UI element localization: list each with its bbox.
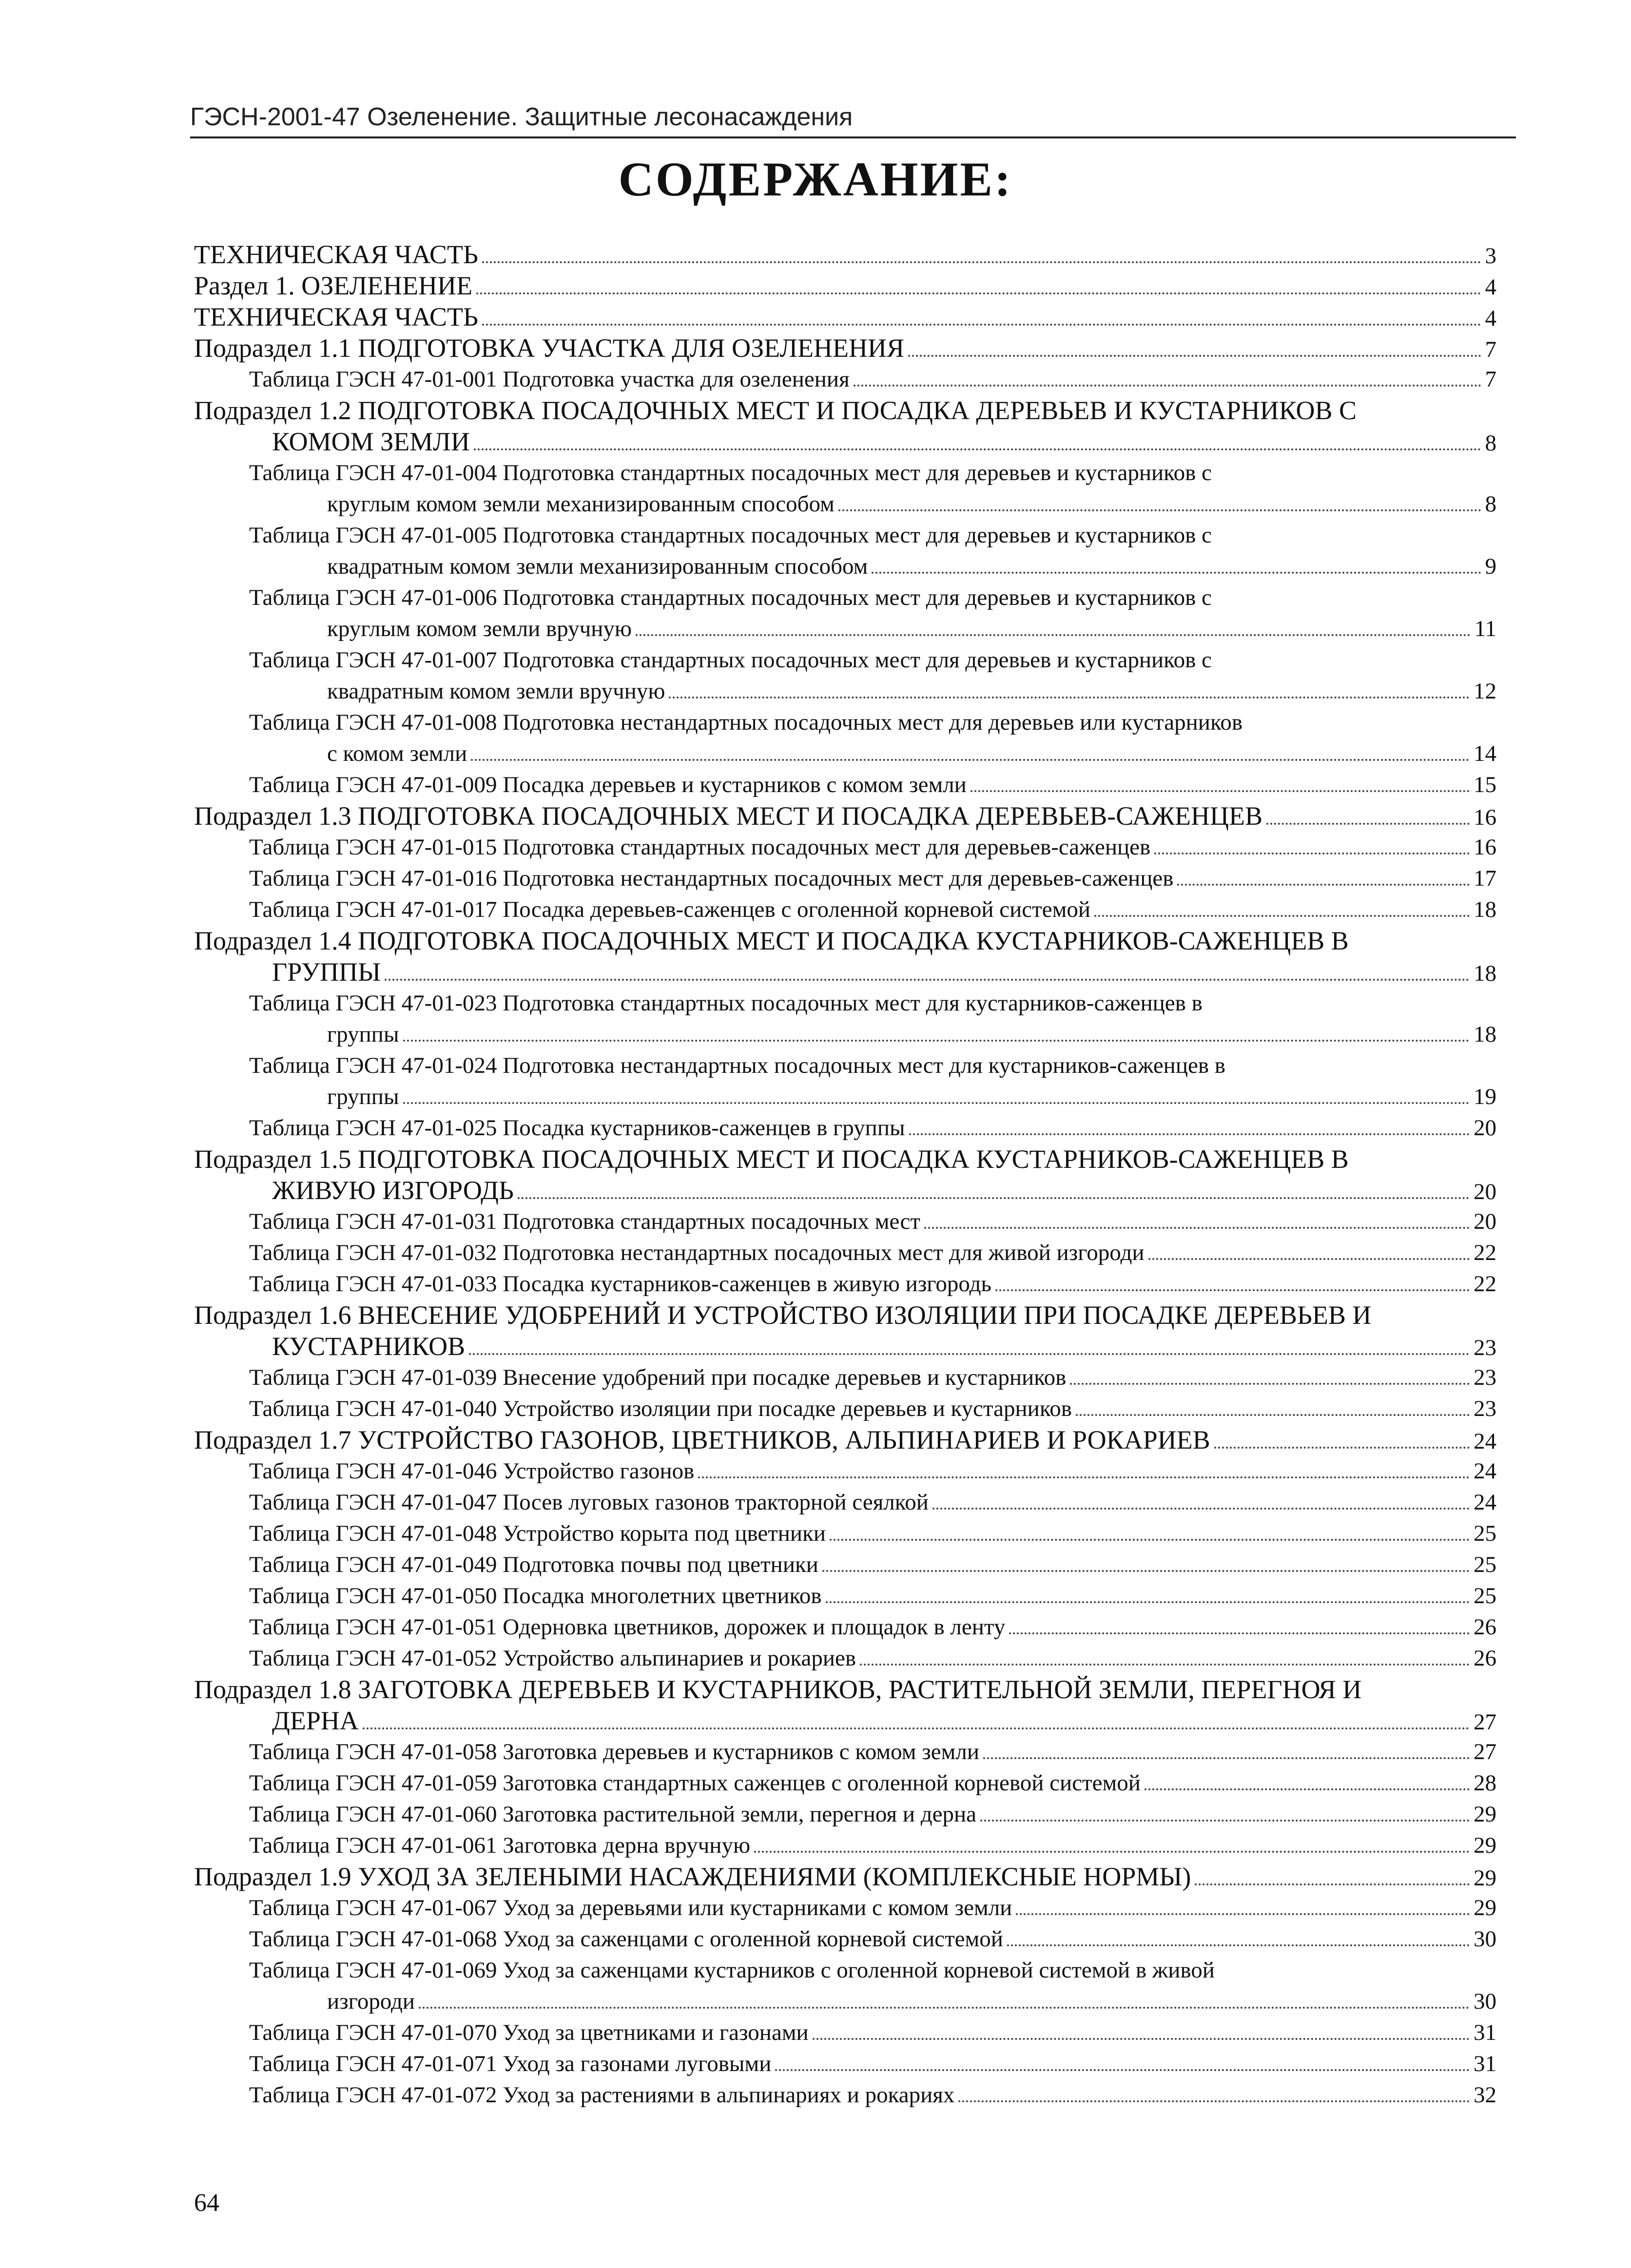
- toc-entry-page: 22: [1474, 1271, 1496, 1297]
- toc-entry-page: 20: [1474, 1179, 1496, 1204]
- dot-leader: [403, 1102, 1470, 1104]
- toc-entry-title: Подраздел 1.9 УХОД ЗА ЗЕЛЕНЫМИ НАСАЖДЕНИЯМИ (КОМПЛЕКСНЫЕ НОРМЫ): [194, 1862, 1191, 1891]
- running-header-text: ГЭСН-2001-47 Озеленение. Защитные лесонасаждения: [190, 103, 853, 131]
- toc-entry[interactable]: [194, 520, 1496, 582]
- toc-entry-title: Таблица ГЭСН 47-01-033 Посадка кустарников-саженцев в живую изгородь: [249, 1271, 991, 1297]
- toc-entry-title-line1: Подраздел 1.2 ПОДГОТОВКА ПОСАДОЧНЫХ МЕСТ И ПОСАДКА ДЕРЕВЬЕВ И КУСТАРНИКОВ С: [194, 396, 1357, 425]
- toc-entry-page: 29: [1474, 1865, 1496, 1891]
- toc-entry-title: Таблица ГЭСН 47-01-059 Заготовка стандартных саженцев с оголенной корневой системой: [249, 1770, 1141, 1796]
- toc-entry[interactable]: [194, 707, 1496, 769]
- toc-entry-title: Таблица ГЭСН 47-01-031 Подготовка стандартных посадочных мест: [249, 1209, 920, 1234]
- toc-entry-title: Раздел 1. ОЗЕЛЕНЕНИЕ: [194, 271, 473, 300]
- toc-entry-page: 23: [1474, 1365, 1496, 1390]
- toc-entry[interactable]: [194, 1393, 1496, 1424]
- toc-entry-page: 24: [1474, 1429, 1496, 1454]
- dot-leader: [830, 1539, 1470, 1541]
- toc-entry-title: Таблица ГЭСН 47-01-047 Посев луговых газонов тракторной сеялкой: [249, 1490, 929, 1515]
- toc-entry-title: ТЕХНИЧЕСКАЯ ЧАСТЬ: [194, 302, 479, 331]
- toc-entry-title: Таблица ГЭСН 47-01-048 Устройство корыта под цветники: [249, 1521, 826, 1546]
- toc-entry[interactable]: [194, 1424, 1496, 1455]
- dot-leader: [813, 2038, 1470, 2040]
- toc-entry[interactable]: [194, 1892, 1496, 1923]
- toc-entry[interactable]: [194, 2079, 1496, 2111]
- dot-leader: [698, 1476, 1470, 1478]
- toc-entry[interactable]: [194, 1580, 1496, 1611]
- toc-entry[interactable]: [194, 832, 1496, 863]
- toc-entry-title-line2: изгороди: [327, 1989, 415, 2014]
- toc-entry-title-line2: группы: [327, 1022, 399, 1047]
- toc-entry[interactable]: [194, 332, 1496, 364]
- toc-entry-page: 31: [1474, 2020, 1496, 2045]
- toc-entry-title: Таблица ГЭСН 47-01-050 Посадка многолетних цветников: [249, 1583, 822, 1609]
- toc-entry[interactable]: [194, 1643, 1496, 1674]
- dot-leader: [995, 1289, 1470, 1291]
- toc-entry-title-line2: ЖИВУЮ ИЗГОРОДЬ: [272, 1176, 514, 1205]
- dot-leader: [924, 1227, 1470, 1229]
- dot-leader: [822, 1570, 1470, 1572]
- toc-entry-title: Таблица ГЭСН 47-01-032 Подготовка нестандартных посадочных мест для живой изгороди: [249, 1240, 1145, 1265]
- page-number: 64: [194, 2189, 219, 2217]
- toc-entry-page: 4: [1485, 274, 1496, 300]
- toc-entry-title-line1: Таблица ГЭСН 47-01-008 Подготовка нестандартных посадочных мест для деревьев или кустарников: [249, 710, 1243, 735]
- dot-leader: [775, 2069, 1470, 2071]
- dot-leader: [482, 261, 1481, 263]
- toc-entry[interactable]: [194, 894, 1496, 925]
- toc-entry-page: 14: [1474, 741, 1496, 766]
- dot-leader: [1094, 915, 1470, 917]
- toc-entry[interactable]: [194, 644, 1496, 707]
- toc-entry-page: 11: [1474, 616, 1496, 641]
- toc-entry[interactable]: [194, 1767, 1496, 1799]
- dot-leader: [932, 1508, 1470, 1510]
- dot-leader: [754, 1851, 1470, 1853]
- dot-leader: [363, 1727, 1470, 1729]
- toc-entry-title: Таблица ГЭСН 47-01-009 Посадка деревьев и кустарников с комом земли: [249, 772, 967, 797]
- toc-entry[interactable]: [194, 239, 1496, 270]
- dot-leader: [1177, 884, 1470, 886]
- toc-entry[interactable]: [194, 1487, 1496, 1518]
- dot-leader: [474, 448, 1481, 450]
- toc-entry-page: 25: [1474, 1583, 1496, 1609]
- running-header: [190, 97, 1516, 138]
- toc-entry[interactable]: [194, 1362, 1496, 1393]
- toc-entry-title-line1: Таблица ГЭСН 47-01-007 Подготовка стандартных посадочных мест для деревьев и кустарников с: [249, 647, 1212, 673]
- dot-leader: [471, 759, 1470, 761]
- toc-entry-title-line1: Подраздел 1.8 ЗАГОТОВКА ДЕРЕВЬЕВ И КУСТАРНИКОВ, РАСТИТЕЛЬНОЙ ЗЕМЛИ, ПЕРЕГНОЯ И: [194, 1675, 1362, 1704]
- toc-entry-page: 12: [1474, 678, 1496, 704]
- dot-leader: [1076, 1414, 1470, 1416]
- toc-entry[interactable]: [194, 270, 1496, 301]
- toc-entry-page: 7: [1485, 337, 1496, 362]
- toc-entry[interactable]: [194, 582, 1496, 644]
- toc-entry[interactable]: [194, 1455, 1496, 1487]
- toc-entry[interactable]: [194, 1830, 1496, 1861]
- dot-leader: [476, 292, 1481, 294]
- toc-entry-page: 16: [1474, 834, 1496, 860]
- toc-entry[interactable]: [194, 1112, 1496, 1144]
- toc-entry-title: Таблица ГЭСН 47-01-052 Устройство альпинариев и рокариев: [249, 1646, 856, 1671]
- dot-leader: [1007, 1944, 1470, 1946]
- toc-entry-page: 4: [1485, 306, 1496, 331]
- dot-leader: [1214, 1447, 1470, 1449]
- dot-leader: [1016, 1913, 1470, 1915]
- toc-entry-page: 28: [1474, 1770, 1496, 1796]
- toc-entry-page: 16: [1474, 805, 1496, 830]
- toc-entry-title-line2: группы: [327, 1084, 399, 1109]
- toc-entry[interactable]: [194, 1144, 1496, 1206]
- toc-entry-title: Таблица ГЭСН 47-01-051 Одерновка цветников, дорожек и площадок в ленту: [249, 1614, 1006, 1640]
- toc-entry-title-line2: КОМОМ ЗЕМЛИ: [272, 427, 470, 456]
- toc-entry-title: Таблица ГЭСН 47-01-060 Заготовка растительной земли, перегноя и дерна: [249, 1802, 977, 1827]
- dot-leader: [854, 385, 1481, 387]
- dot-leader: [1009, 1632, 1470, 1634]
- toc-entry[interactable]: [194, 1549, 1496, 1580]
- toc-entry-title: Таблица ГЭСН 47-01-040 Устройство изоляции при посадке деревьев и кустарников: [249, 1396, 1072, 1421]
- toc-entry-page: 30: [1474, 1926, 1496, 1952]
- toc-entry-page: 29: [1474, 1802, 1496, 1827]
- toc-entry-page: 20: [1474, 1209, 1496, 1234]
- toc-entry[interactable]: [194, 769, 1496, 800]
- toc-entry[interactable]: [194, 1050, 1496, 1112]
- dot-leader: [419, 2007, 1470, 2009]
- toc-entry-page: 27: [1474, 1709, 1496, 1735]
- dot-leader: [1070, 1383, 1470, 1385]
- toc-entry-page: 23: [1474, 1335, 1496, 1360]
- toc-entry-title: Таблица ГЭСН 47-01-049 Подготовка почвы под цветники: [249, 1552, 818, 1577]
- dot-leader: [518, 1197, 1470, 1199]
- toc-entry-page: 32: [1474, 2082, 1496, 2108]
- toc-entry-page: 23: [1474, 1396, 1496, 1421]
- toc-entry[interactable]: [194, 925, 1496, 988]
- toc-entry[interactable]: [194, 1237, 1496, 1268]
- toc-entry-title: Подраздел 1.1 ПОДГОТОВКА УЧАСТКА ДЛЯ ОЗЕЛЕНЕНИЯ: [194, 333, 904, 363]
- toc-entry-title: Таблица ГЭСН 47-01-015 Подготовка стандартных посадочных мест для деревьев-саженцев: [249, 834, 1151, 860]
- toc-entry[interactable]: [194, 301, 1496, 332]
- toc-entry-page: 25: [1474, 1521, 1496, 1546]
- toc-entry-page: 30: [1474, 1989, 1496, 2014]
- toc-entry-title-line1: Таблица ГЭСН 47-01-069 Уход за саженцами кустарников с оголенной корневой системой в живой: [249, 1958, 1215, 1983]
- toc-entry-page: 24: [1474, 1458, 1496, 1484]
- toc-entry-title: Таблица ГЭСН 47-01-071 Уход за газонами луговыми: [249, 2051, 772, 2076]
- toc-entry[interactable]: [194, 988, 1496, 1050]
- toc-entry-page: 25: [1474, 1552, 1496, 1577]
- dot-leader: [482, 324, 1481, 326]
- dot-leader: [1148, 1258, 1470, 1260]
- dot-leader: [469, 1353, 1470, 1355]
- toc-entry-title: Таблица ГЭСН 47-01-072 Уход за растениями в альпинариях и рокариях: [249, 2082, 955, 2108]
- dot-leader: [403, 1040, 1470, 1042]
- toc-entry[interactable]: [194, 1299, 1496, 1362]
- toc-entry[interactable]: [194, 2048, 1496, 2079]
- toc-entry[interactable]: [194, 1955, 1496, 2017]
- toc-entry-title: Таблица ГЭСН 47-01-058 Заготовка деревьев и кустарников с комом земли: [249, 1739, 979, 1764]
- toc-entry-page: 29: [1474, 1833, 1496, 1858]
- toc-entry-page: 7: [1485, 367, 1496, 392]
- toc-entry-page: 8: [1485, 491, 1496, 517]
- toc-entry-title-line2: круглым комом земли вручную: [327, 616, 632, 641]
- toc-entry-page: 3: [1485, 243, 1496, 269]
- dot-leader: [971, 790, 1470, 792]
- toc-entry-page: 27: [1474, 1739, 1496, 1764]
- toc-entry-page: 18: [1474, 1022, 1496, 1047]
- toc-entry-title-line2: круглым комом земли механизированным способом: [327, 491, 835, 517]
- toc-entry-title-line2: с комом земли: [327, 741, 467, 766]
- toc-entry-title-line1: Таблица ГЭСН 47-01-006 Подготовка стандартных посадочных мест для деревьев и кустарников с: [249, 585, 1212, 610]
- toc-entry-title-line1: Подраздел 1.4 ПОДГОТОВКА ПОСАДОЧНЫХ МЕСТ И ПОСАДКА КУСТАРНИКОВ-САЖЕНЦЕВ В: [194, 926, 1349, 955]
- toc-entry[interactable]: [194, 1799, 1496, 1830]
- toc-entry[interactable]: [194, 457, 1496, 520]
- toc-entry-page: 26: [1474, 1646, 1496, 1671]
- toc-entry-page: 18: [1474, 961, 1496, 986]
- dot-leader: [826, 1601, 1470, 1603]
- toc-entry-title: Таблица ГЭСН 47-01-046 Устройство газонов: [249, 1458, 695, 1484]
- dot-leader: [385, 979, 1470, 981]
- toc-entry[interactable]: [194, 364, 1496, 395]
- toc-entry-title: Подраздел 1.7 УСТРОЙСТВО ГАЗОНОВ, ЦВЕТНИКОВ, АЛЬПИНАРИЕВ И РОКАРИЕВ: [194, 1425, 1210, 1454]
- dot-leader: [1266, 823, 1470, 825]
- dot-leader: [838, 509, 1481, 511]
- dot-leader: [1145, 1788, 1470, 1790]
- dot-leader: [980, 1820, 1470, 1822]
- toc-entry-title-line1: Таблица ГЭСН 47-01-024 Подготовка нестандартных посадочных мест для кустарников-саженцев в: [249, 1053, 1225, 1078]
- toc-entry-title-line2: квадратным комом земли механизированным способом: [327, 554, 868, 579]
- toc-entry-title-line1: Подраздел 1.5 ПОДГОТОВКА ПОСАДОЧНЫХ МЕСТ И ПОСАДКА КУСТАРНИКОВ-САЖЕНЦЕВ В: [194, 1144, 1349, 1174]
- toc-entry-title: Таблица ГЭСН 47-01-061 Заготовка дерна вручную: [249, 1833, 751, 1858]
- toc-entry[interactable]: [194, 395, 1496, 457]
- toc-entry[interactable]: [194, 1611, 1496, 1643]
- toc-entry-title: Таблица ГЭСН 47-01-025 Посадка кустарников-саженцев в группы: [249, 1115, 905, 1141]
- toc-entry-page: 26: [1474, 1614, 1496, 1640]
- toc-entry[interactable]: [194, 1674, 1496, 1736]
- toc-entry-title: Таблица ГЭСН 47-01-016 Подготовка нестандартных посадочных мест для деревьев-саженцев: [249, 866, 1174, 891]
- toc-entry-title: Таблица ГЭСН 47-01-067 Уход за деревьями или кустарниками с комом земли: [249, 1895, 1012, 1920]
- toc-entry-title: Таблица ГЭСН 47-01-017 Посадка деревьев-саженцев с оголенной корневой системой: [249, 897, 1090, 922]
- toc-entry-page: 31: [1474, 2051, 1496, 2076]
- dot-leader: [958, 2100, 1470, 2102]
- toc-entry-title: Таблица ГЭСН 47-01-001 Подготовка участка для озеленения: [249, 367, 850, 392]
- toc-entry[interactable]: [194, 863, 1496, 894]
- toc-entry-title: Таблица ГЭСН 47-01-039 Внесение удобрений при посадке деревьев и кустарников: [249, 1365, 1067, 1390]
- toc-entry-page: 24: [1474, 1490, 1496, 1515]
- toc-entry-page: 15: [1474, 772, 1496, 797]
- toc-entry-title-line1: Таблица ГЭСН 47-01-023 Подготовка стандартных посадочных мест для кустарников-саженцев в: [249, 990, 1203, 1016]
- toc-entry-title-line1: Таблица ГЭСН 47-01-005 Подготовка стандартных посадочных мест для деревьев и кустарников с: [249, 523, 1212, 548]
- toc-entry-title: Таблица ГЭСН 47-01-070 Уход за цветниками и газонами: [249, 2020, 809, 2045]
- toc-entry[interactable]: [194, 1268, 1496, 1299]
- dot-leader: [909, 1133, 1470, 1135]
- dot-leader: [669, 697, 1470, 698]
- toc-entry-title-line1: Таблица ГЭСН 47-01-004 Подготовка стандартных посадочных мест для деревьев и кустарников с: [249, 460, 1212, 485]
- dot-leader: [1195, 1883, 1470, 1885]
- toc-entry[interactable]: [194, 1923, 1496, 1955]
- toc-entry-page: 20: [1474, 1115, 1496, 1141]
- toc-entry[interactable]: [194, 2017, 1496, 2048]
- toc-entry[interactable]: [194, 1518, 1496, 1549]
- dot-leader: [872, 572, 1481, 574]
- toc-entry-title-line2: ДЕРНА: [272, 1706, 359, 1735]
- dot-leader: [983, 1757, 1470, 1759]
- toc-entry-page: 17: [1474, 866, 1496, 891]
- toc-entry-title-line1: Подраздел 1.6 ВНЕСЕНИЕ УДОБРЕНИЙ И УСТРОЙСТВО ИЗОЛЯЦИИ ПРИ ПОСАДКЕ ДЕРЕВЬЕВ И: [194, 1300, 1372, 1330]
- toc-entry-page: 22: [1474, 1240, 1496, 1265]
- toc-entry-title-line2: квадратным комом земли вручную: [327, 678, 665, 704]
- toc-entry[interactable]: [194, 1736, 1496, 1767]
- toc-entry-page: 9: [1485, 554, 1496, 579]
- table-of-contents: [194, 239, 1496, 2111]
- dot-leader: [636, 634, 1471, 636]
- toc-entry[interactable]: [194, 800, 1496, 832]
- toc-entry[interactable]: [194, 1861, 1496, 1892]
- toc-entry-page: 19: [1474, 1084, 1496, 1109]
- toc-entry-page: 29: [1474, 1895, 1496, 1920]
- dot-leader: [1154, 853, 1470, 854]
- toc-entry-title-line2: ГРУППЫ: [272, 957, 381, 987]
- toc-entry-page: 18: [1474, 897, 1496, 922]
- toc-entry[interactable]: [194, 1206, 1496, 1237]
- toc-entry-title: Подраздел 1.3 ПОДГОТОВКА ПОСАДОЧНЫХ МЕСТ И ПОСАДКА ДЕРЕВЬЕВ-САЖЕНЦЕВ: [194, 801, 1262, 831]
- dot-leader: [908, 355, 1481, 357]
- toc-entry-title-line2: КУСТАРНИКОВ: [272, 1332, 466, 1361]
- dot-leader: [860, 1664, 1470, 1666]
- page-title: СОДЕРЖАНИЕ:: [618, 152, 1013, 206]
- toc-entry-page: 8: [1485, 430, 1496, 456]
- toc-entry-title: ТЕХНИЧЕСКАЯ ЧАСТЬ: [194, 240, 479, 269]
- toc-entry-title: Таблица ГЭСН 47-01-068 Уход за саженцами с оголенной корневой системой: [249, 1926, 1003, 1952]
